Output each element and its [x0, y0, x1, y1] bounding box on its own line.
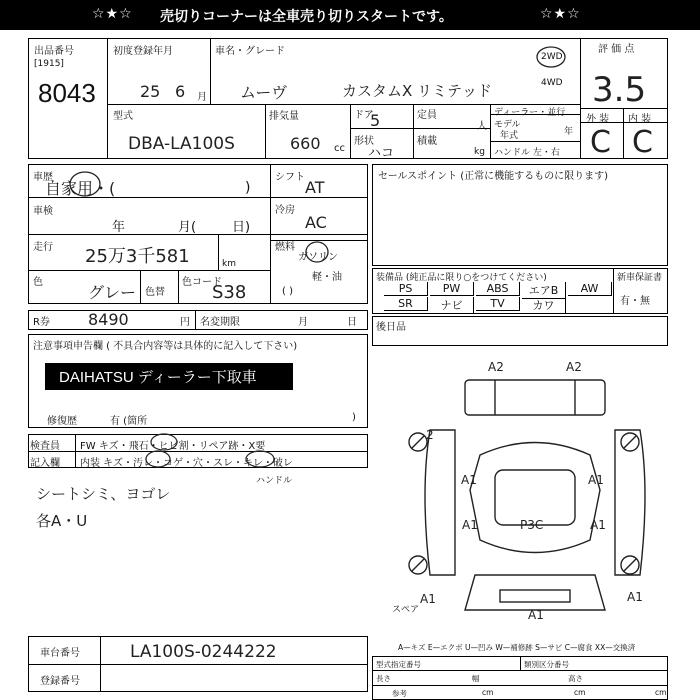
- model-value: DBA-LA100S: [128, 134, 235, 154]
- year-unit: 年: [564, 127, 574, 137]
- car-grade: カスタムX リミテッド: [342, 82, 493, 100]
- first-reg-label: 初度登録年月: [113, 46, 173, 57]
- transfer-day: 日: [347, 317, 357, 328]
- transfer-label: 名変期限: [200, 317, 240, 328]
- repair-label: 修復歴: [47, 416, 77, 427]
- door-value: 5: [370, 111, 381, 130]
- ref-label: 参考: [392, 689, 407, 698]
- damage-mark: 2: [426, 428, 434, 442]
- rear-box: [372, 316, 668, 346]
- repaint-label: 色替: [145, 287, 165, 298]
- km-unit: km: [222, 259, 236, 269]
- inspector-label1: 検査員: [30, 441, 60, 452]
- ac-value: AC: [305, 213, 327, 232]
- fuel-label: 燃料: [275, 242, 295, 253]
- repair-value: 有 (箇所: [110, 416, 148, 427]
- equip-item: AW: [568, 282, 612, 296]
- banner-stars-right: ☆★☆: [540, 6, 581, 22]
- mileage-value: 25万3千581: [85, 246, 190, 267]
- banner-stars-left: ☆★☆: [92, 6, 133, 22]
- equip-item: PS: [384, 282, 428, 296]
- model-year-label2: 年式: [500, 131, 519, 141]
- auction-sheet: [0, 30, 700, 700]
- history-label: 車歴: [33, 172, 53, 183]
- hand-note-line2: 各A・U: [36, 512, 88, 530]
- fuel-light: 軽・油: [312, 272, 342, 283]
- equip-item: SR: [384, 297, 428, 311]
- load-unit: kg: [474, 147, 485, 157]
- insp-day: 日): [232, 220, 251, 235]
- warranty-label: 新車保証書: [617, 273, 663, 283]
- lot-number: 8043: [38, 78, 96, 108]
- equip-label: 装備品 (純正品に限り○をつけてください): [376, 273, 547, 283]
- cm-unit-2: cm: [574, 688, 586, 697]
- car-name: ムーヴ: [240, 83, 288, 102]
- seat-label: 定員: [417, 110, 437, 121]
- disp-unit: cc: [334, 143, 345, 154]
- r-value: 8490: [88, 310, 129, 329]
- insp-month: 月(: [178, 220, 197, 235]
- equip-grid: [378, 280, 610, 312]
- inspection-label: 車検: [33, 206, 53, 217]
- transfer-month: 月: [298, 317, 308, 328]
- lot-label: 出品番号: [34, 46, 74, 57]
- drive-4wd: 4WD: [541, 78, 563, 88]
- score-value: 3.5: [592, 70, 647, 110]
- r-label: R券: [33, 317, 50, 328]
- shape-value: ハコ: [368, 146, 395, 161]
- inspector-label2: 記入欄: [30, 458, 60, 469]
- score-label: 評 価 点: [598, 44, 635, 55]
- drive-2wd: 2WD: [541, 52, 563, 62]
- ext-value: C: [590, 125, 611, 160]
- hei-label: 高さ: [568, 674, 583, 683]
- damage-mark: P3C: [520, 518, 544, 532]
- drive-circle: [536, 46, 566, 68]
- first-reg-month: 6: [175, 82, 186, 101]
- spare-label: スペア: [392, 605, 420, 615]
- ext-label: 外 装: [586, 114, 610, 125]
- color-value: グレー: [88, 283, 137, 302]
- equip-item: エアB: [522, 282, 566, 299]
- damage-mark: A1: [590, 518, 606, 532]
- cm-unit-3: cm: [655, 688, 667, 697]
- banner-message: 売切りコーナーは全車売り切りスタートです。: [160, 9, 453, 25]
- fuel-gas: ガソリン: [298, 252, 338, 263]
- color-code-label: 色コード: [182, 277, 222, 288]
- inspector-row2: 内装 キズ・汚レ・コゲ・穴・スレ・キレ・破レ: [80, 458, 293, 469]
- wid-label: 幅: [472, 674, 480, 683]
- name-label: 車名・グレード: [215, 46, 285, 57]
- color-label: 色: [33, 277, 43, 288]
- damage-mark: A1: [528, 608, 544, 622]
- car-diagram: [400, 360, 670, 620]
- len-label: 長さ: [376, 674, 391, 683]
- damage-mark: A1: [588, 473, 604, 487]
- insp-year: 年: [112, 220, 126, 235]
- repair-close: ): [352, 412, 356, 423]
- int-value: C: [632, 125, 653, 160]
- first-reg-year: 25: [140, 82, 161, 101]
- disp-label: 排気量: [269, 111, 299, 122]
- chassis-label: 車台番号: [40, 648, 80, 659]
- reg-label: 登録番号: [40, 676, 80, 687]
- notes-label: 注意事項申告欄 ( 不具合内容等は具体的に記入して下さい): [33, 341, 298, 352]
- equip-item: TV: [476, 297, 520, 311]
- damage-mark: A1: [461, 473, 477, 487]
- sales-label: セールスポイント (正常に機能するものに限ります): [378, 171, 609, 182]
- cls-label: 類別区分番号: [524, 660, 569, 669]
- top-banner: [0, 0, 700, 30]
- inspector-row1: FW キズ・飛石・ヒビ割・リペア跡・X要: [80, 441, 266, 452]
- seat-unit: 人: [477, 121, 487, 132]
- equip-item: ナビ: [430, 297, 474, 314]
- chassis-value: LA100S-0244222: [130, 642, 277, 662]
- month-unit: 月: [197, 92, 207, 103]
- dealer-note: DAIHATSU ディーラー下取車: [59, 369, 257, 386]
- r-unit: 円: [180, 317, 190, 328]
- color-code-value: S38: [212, 282, 247, 303]
- disp-value: 660: [290, 134, 321, 153]
- ac-label: 冷房: [275, 205, 295, 216]
- damage-mark: A1: [627, 590, 643, 604]
- history-value: 自家用・(: [45, 179, 116, 198]
- dealer-label: ディーラー・並行: [494, 108, 566, 118]
- handle-label: ハンドル 左・右: [494, 148, 560, 158]
- warranty-value: 有・無: [620, 296, 650, 307]
- load-label: 積載: [417, 136, 437, 147]
- shape-label: 形状: [354, 136, 374, 147]
- history-close: ): [245, 180, 251, 196]
- damage-mark: A1: [462, 518, 478, 532]
- shift-value: AT: [305, 178, 325, 197]
- damage-mark: A2: [566, 360, 582, 374]
- spec-label: 型式指定番号: [376, 660, 421, 669]
- shift-label: シフト: [275, 172, 305, 183]
- door-label: ドア: [354, 110, 374, 121]
- fuel-paren: ( ): [282, 286, 293, 297]
- lot-sub: [1915]: [34, 59, 64, 69]
- model-label: 型式: [113, 111, 133, 122]
- damage-mark: A2: [488, 360, 504, 374]
- cm-unit-1: cm: [482, 688, 494, 697]
- model-year-label: モデル: [494, 120, 521, 130]
- equip-item: カワ: [522, 297, 566, 314]
- equip-item: ABS: [476, 282, 520, 296]
- inspect-circles: [0, 30, 400, 490]
- equip-item: PW: [430, 282, 474, 296]
- damage-legend: A—キズ E—エクボ U—凹み W—補修跡 S—サビ C—腐食 XX—交換済: [398, 643, 636, 652]
- hand-note-line1: シートシミ、ヨゴレ: [36, 485, 171, 503]
- damage-mark: A1: [420, 592, 436, 606]
- mileage-label: 走行: [33, 242, 53, 253]
- int-label: 内 装: [628, 114, 652, 125]
- handle-note: ハンドル: [256, 476, 293, 486]
- rear-label: 後日品: [376, 322, 406, 333]
